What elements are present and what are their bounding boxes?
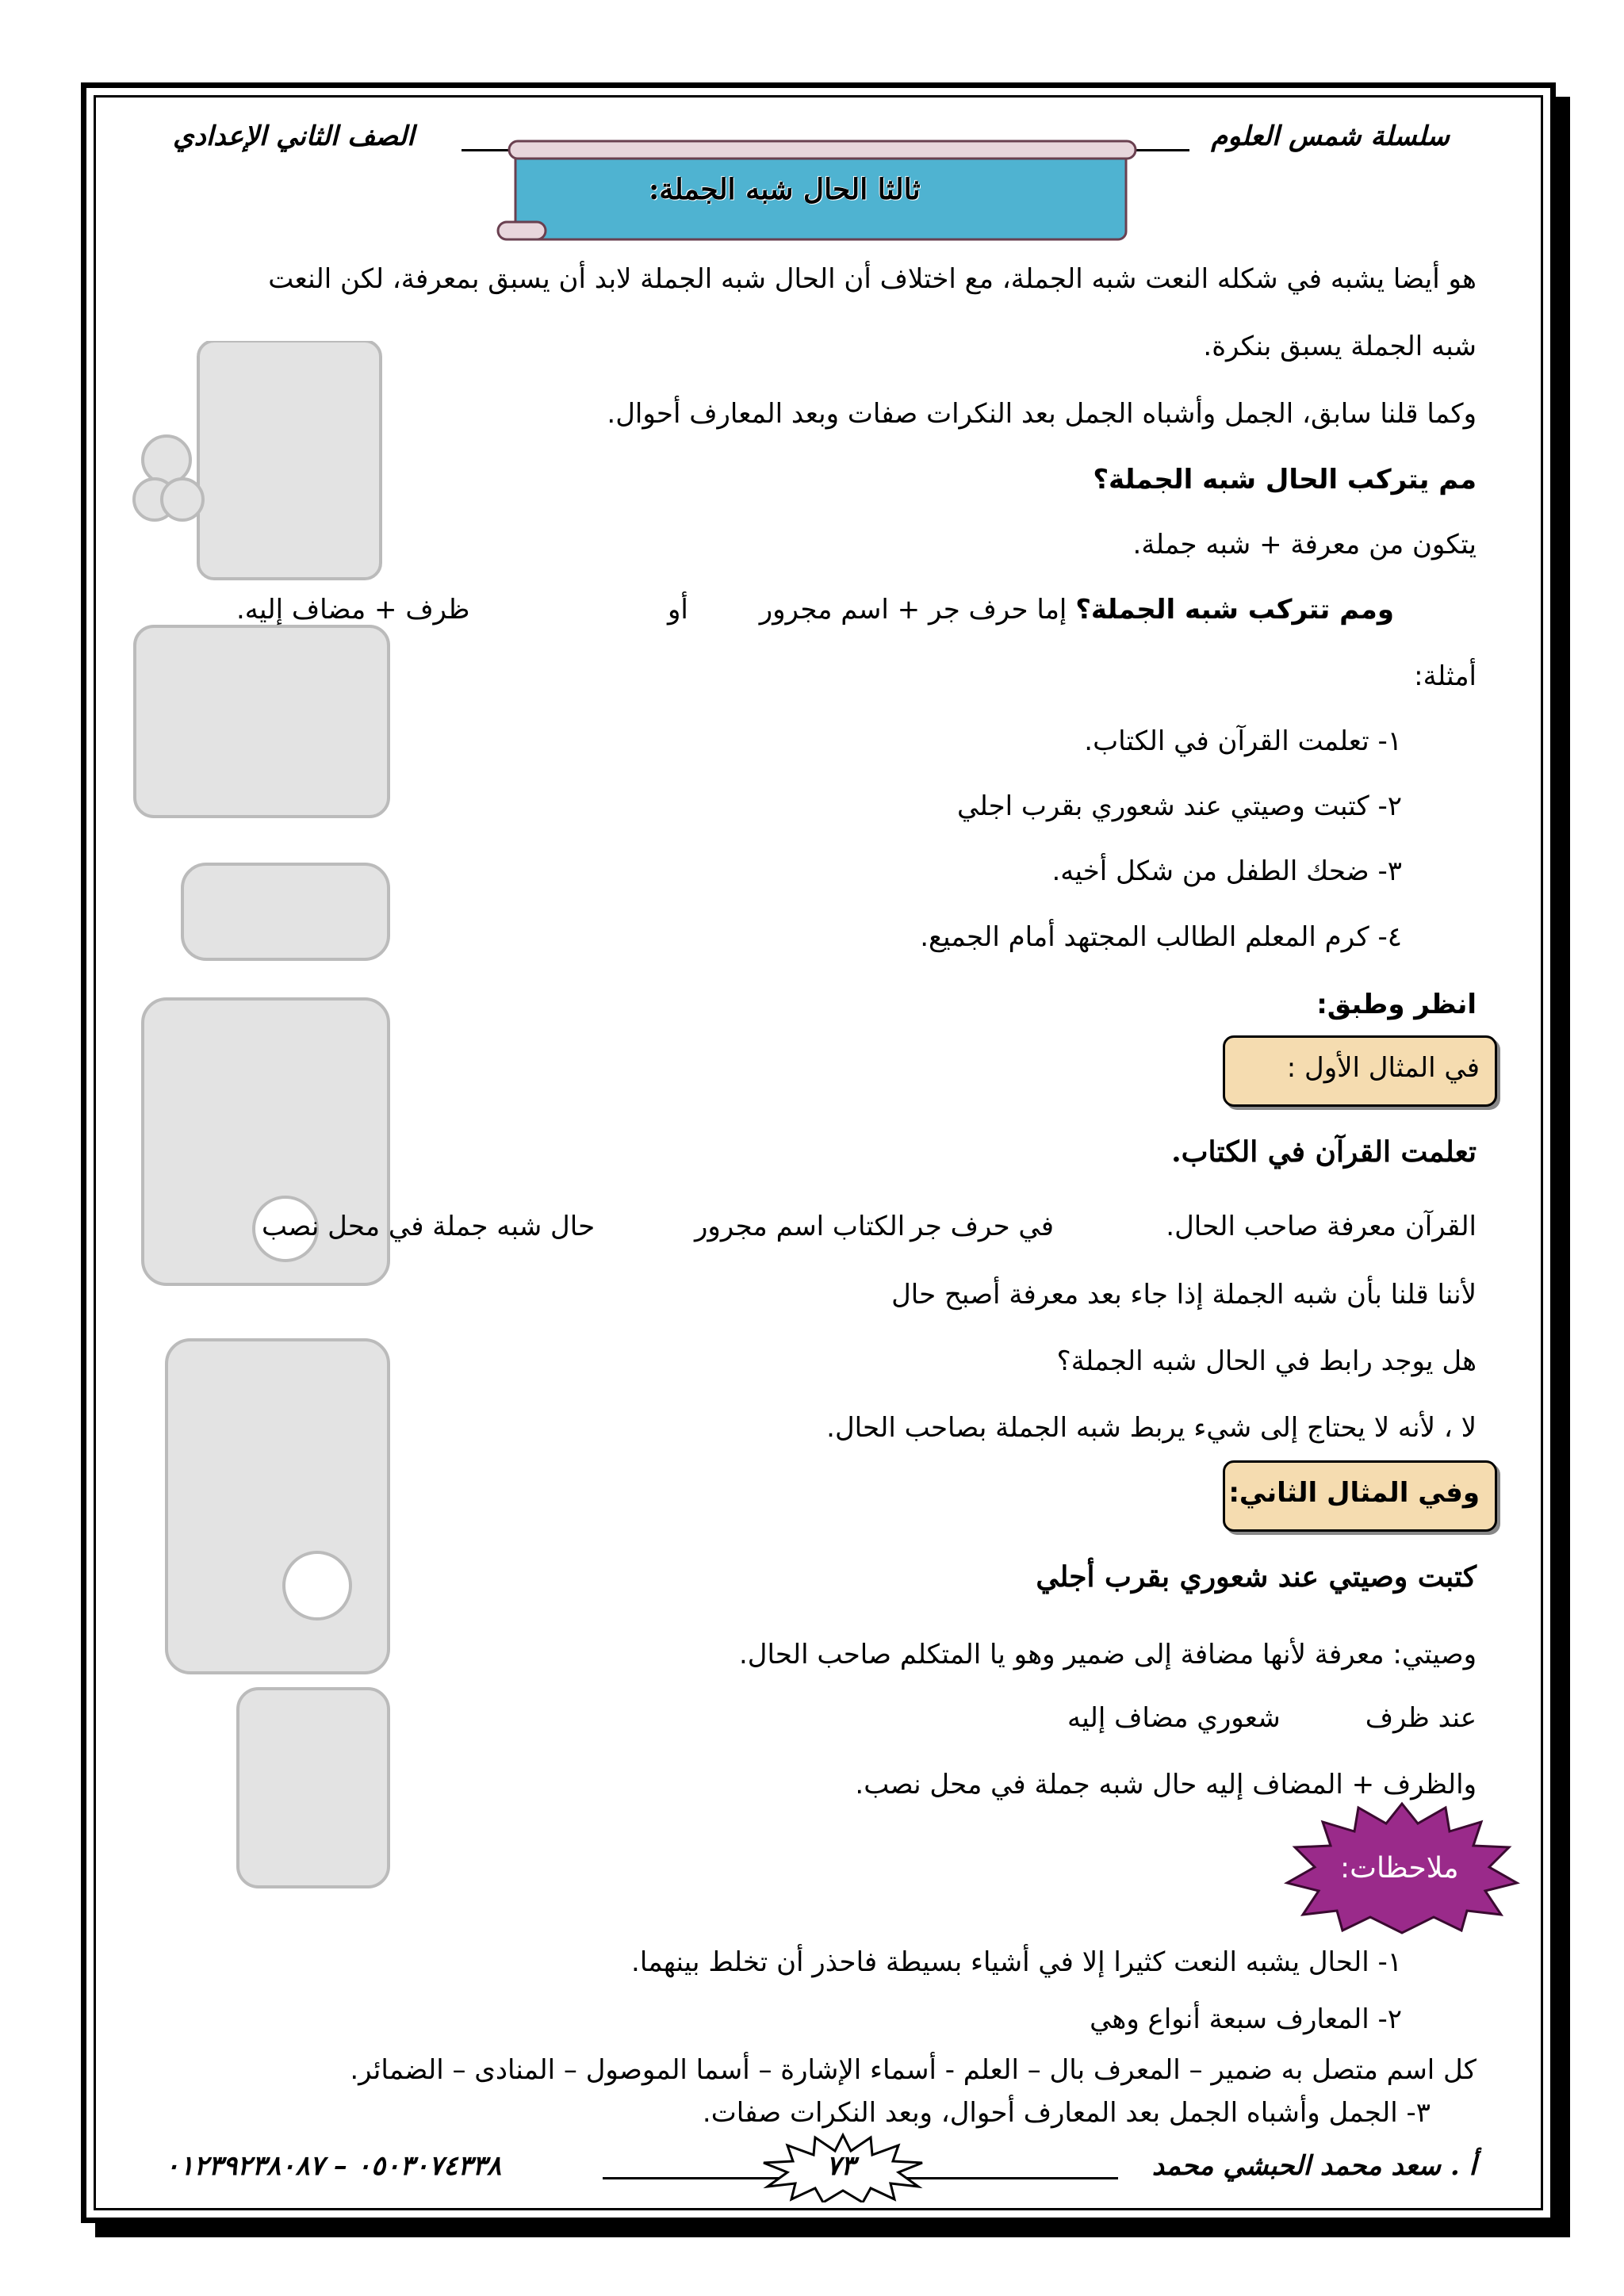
analysis-subject: القرآن معرفة صاحب الحال. xyxy=(1166,1211,1477,1242)
example-1: ١- تعلمت القرآن في الكتاب. xyxy=(1084,725,1402,757)
phone-numbers: ٠٥٠٣٠٧٤٣٣٨ – ٠١٢٣٩٢٣٨٠٨٧ xyxy=(165,2150,502,2182)
phrase-or: أو xyxy=(668,594,688,626)
title-text: ثالثا الحال شبه الجملة xyxy=(659,173,921,206)
author-name: أ . سعد محمد الحبشي محمد xyxy=(1151,2150,1477,2182)
question-structure: مم يتركب الحال شبه الجملة؟ xyxy=(1093,464,1477,496)
phrase-option-b: ظرف + مضاف إليه. xyxy=(236,594,470,626)
first-example-sentence: تعلمت القرآن في الكتاب. xyxy=(1171,1135,1477,1169)
rule-paragraph: وكما قلنا سابق، الجمل وأشباه الجمل بعد النكرات صفات وبعد المعارف أحوال. xyxy=(607,398,1477,430)
example-4: ٤- كرم المعلم الطالب المجتهد أمام الجميع. xyxy=(920,921,1402,953)
second-analysis-1: وصيتي: معرفة لأنها مضافة إلى ضمير وهو يا المتكلم صاحب الحال. xyxy=(738,1639,1477,1670)
second-example-label: وفي المثال الثاني: xyxy=(1228,1477,1480,1509)
note-3: ٣- الجمل وأشباه الجمل بعد المعارف أحوال، وبعد النكرات صفات. xyxy=(702,2097,1431,2129)
series-title: سلسلة شمس العلوم xyxy=(1211,121,1450,152)
analysis-genitive: الكتاب اسم مجرور xyxy=(695,1211,906,1242)
page-number: ٧٣ xyxy=(826,2150,856,2182)
reason-line: لأننا قلنا بأن شبه الجملة إذا جاء بعد معرفة أصبح حال xyxy=(891,1279,1477,1311)
phrase-option-a: إما حرف جر + اسم مجرور xyxy=(759,594,1067,626)
answer-structure: يتكون من معرفة + شبه جملة. xyxy=(1132,529,1477,561)
title-colon: : xyxy=(649,173,660,206)
apply-label: انظر وطبق: xyxy=(1316,989,1477,1020)
example-3: ٣- ضحك الطفل من شكل أخيه. xyxy=(1051,855,1402,887)
link-question: هل يوجد رابط في الحال شبه الجملة؟ xyxy=(1056,1345,1477,1377)
first-example-label: في المثال الأول : xyxy=(1286,1052,1480,1084)
link-answer: لا ، لأنه لا يحتاج إلى شيء يربط شبه الجملة بصاحب الحال. xyxy=(826,1412,1477,1444)
phrase-structure-line xyxy=(759,594,1394,626)
notes-label: ملاحظات: xyxy=(1340,1852,1459,1885)
intro-line-1: هو أيضا يشبه في شكله النعت شبه الجملة، مع اختلاف أن الحال شبه الجملة لابد أن يسبق بمعرفة، لكن النعت xyxy=(268,263,1477,295)
intro-line-2: شبه الجملة يسبق بنكرة. xyxy=(1203,331,1477,362)
watermark-graphic xyxy=(119,341,404,1895)
second-analysis-conclusion: والظرف + المضاف إليه حال شبه جملة في محل نصب. xyxy=(855,1769,1477,1800)
note-2: ٢- المعارف سبعة أنواع وهي xyxy=(1090,2003,1402,2035)
second-example-sentence: كتبت وصيتي عند شعوري بقرب أجلي xyxy=(1036,1560,1477,1594)
phrase-question: ومم تتركب شبه الجملة؟ xyxy=(1075,594,1394,626)
note-2-detail: كل اسم متصل به ضمير – المعرف بال – العلم - أسماء الإشارة – أسما الموصول – المنادى – الضمائر. xyxy=(350,2054,1477,2086)
examples-label: أمثلة: xyxy=(1414,660,1477,692)
grade-label: الصف الثاني الإعدادي xyxy=(173,121,415,152)
second-analysis-adverb: عند ظرف xyxy=(1365,1702,1477,1734)
second-analysis-genitive: شعوري مضاف إليه xyxy=(1067,1702,1281,1734)
example-2: ٢- كتبت وصيتي عند شعوري بقرب اجلي xyxy=(957,790,1402,822)
analysis-preposition: في حرف جر xyxy=(910,1211,1055,1242)
page-title xyxy=(649,173,921,206)
note-1: ١- الحال يشبه النعت كثيرا إلا في أشياء بسيطة فاحذر أن تخلط بينهما. xyxy=(631,1946,1402,1978)
analysis-hal: حال شبه جملة في محل نصب xyxy=(262,1211,596,1242)
